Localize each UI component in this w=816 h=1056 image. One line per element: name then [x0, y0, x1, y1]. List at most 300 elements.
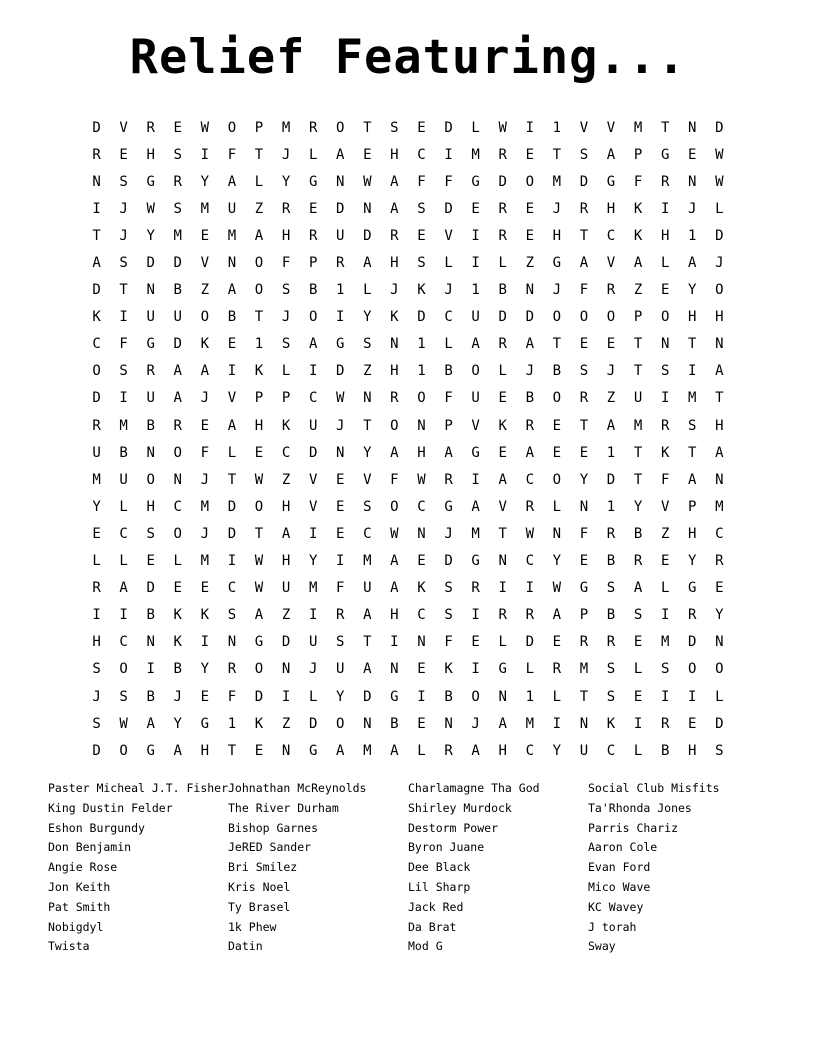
grid-letter: D: [146, 580, 155, 597]
grid-letter: L: [444, 336, 453, 353]
grid-letter: S: [92, 661, 101, 678]
grid-letter: R: [444, 742, 453, 759]
grid-letter: H: [390, 146, 399, 163]
grid-letter: I: [308, 525, 318, 542]
grid-letter: J: [552, 282, 562, 299]
grid-letter: Y: [363, 444, 372, 461]
grid-letter: E: [417, 119, 426, 136]
grid-letter: A: [471, 336, 480, 353]
grid-letter: A: [471, 742, 480, 759]
grid-letter: U: [227, 200, 237, 217]
grid-letter: V: [660, 498, 670, 515]
grid-letter: I: [92, 200, 101, 217]
grid-letter: O: [173, 444, 182, 461]
grid-letter: F: [336, 580, 345, 597]
grid-letter: D: [227, 525, 237, 542]
grid-letter: C: [525, 553, 534, 570]
grid-letter: K: [606, 715, 616, 732]
grid-row: [83, 222, 733, 249]
grid-letter: Y: [552, 742, 562, 759]
grid-letter: F: [444, 390, 453, 407]
grid-row: [83, 385, 733, 412]
grid-letter: N: [525, 282, 534, 299]
grid-letter: L: [119, 498, 128, 515]
grid-letter: N: [281, 661, 291, 678]
grid-letter: J: [552, 200, 562, 217]
grid-letter: N: [715, 634, 724, 651]
grid-letter: W: [146, 200, 155, 217]
grid-letter: T: [552, 336, 562, 353]
grid-letter: H: [390, 363, 399, 380]
grid-letter: O: [336, 119, 345, 136]
word-item: Johnathan McReynolds: [228, 781, 367, 795]
grid-letter: E: [525, 200, 534, 217]
grid-letter: R: [633, 553, 643, 570]
grid-letter: V: [308, 498, 318, 515]
grid-letter: R: [525, 417, 534, 434]
grid-letter: K: [633, 200, 643, 217]
grid-row: [83, 331, 733, 358]
grid-letter: I: [308, 363, 318, 380]
grid-row: [83, 412, 733, 439]
word-item: Sway: [588, 939, 616, 954]
word-item: JeRED Sander: [228, 840, 312, 855]
grid-letter: W: [498, 119, 507, 136]
grid-letter: D: [92, 282, 101, 299]
grid-letter: K: [633, 227, 643, 244]
grid-letter: N: [146, 634, 155, 651]
grid-letter: G: [471, 553, 480, 570]
grid-letter: S: [281, 336, 291, 353]
grid-letter: D: [363, 227, 372, 244]
grid-letter: W: [715, 173, 724, 190]
grid-letter: W: [254, 580, 264, 597]
grid-letter: O: [471, 688, 480, 705]
grid-letter: R: [444, 471, 453, 488]
grid-letter: C: [525, 742, 534, 759]
word-item: Bri Smilez: [228, 860, 298, 875]
grid-letter: L: [173, 553, 182, 570]
grid-letter: N: [688, 173, 697, 190]
grid-letter: G: [688, 580, 697, 597]
grid-letter: S: [119, 688, 128, 705]
grid-letter: Y: [336, 688, 345, 705]
grid-letter: R: [579, 200, 589, 217]
grid-letter: R: [525, 498, 534, 515]
grid-letter: C: [525, 471, 534, 488]
grid-letter: E: [254, 444, 264, 461]
word-item: Bishop Garnes: [228, 820, 319, 835]
grid-letter: A: [173, 390, 182, 407]
grid-letter: C: [119, 525, 128, 542]
word-item: Dee Black: [408, 860, 471, 875]
grid-letter: R: [606, 282, 616, 299]
grid-letter: C: [417, 607, 426, 624]
grid-letter: H: [660, 227, 670, 244]
grid-letter: A: [633, 580, 643, 597]
grid-letter: E: [417, 553, 426, 570]
grid-letter: K: [390, 309, 399, 326]
grid-letter: O: [119, 661, 128, 678]
grid-letter: S: [444, 580, 453, 597]
grid-row: [83, 439, 733, 466]
grid-letter: I: [525, 580, 534, 597]
grid-letter: B: [444, 688, 453, 705]
grid-letter: O: [715, 282, 724, 299]
grid-letter: C: [417, 146, 426, 163]
grid-letter: E: [688, 146, 697, 163]
grid-letter: P: [688, 498, 697, 515]
word-item: Da Brat: [408, 919, 457, 934]
grid-letter: N: [336, 444, 345, 461]
grid-letter: Y: [146, 227, 155, 244]
word-item: The River Durham: [228, 800, 339, 815]
grid-letter: U: [471, 309, 480, 326]
grid-letter: E: [200, 417, 210, 434]
grid-letter: S: [579, 146, 589, 163]
word-list: [48, 779, 768, 957]
grid-letter: S: [336, 634, 345, 651]
grid-letter: U: [146, 309, 155, 326]
grid-letter: E: [146, 553, 155, 570]
grid-letter: M: [200, 498, 210, 515]
grid-letter: G: [390, 688, 399, 705]
grid-row: [83, 683, 733, 710]
grid-letter: A: [227, 282, 237, 299]
grid-letter: F: [390, 471, 399, 488]
grid-letter: A: [173, 363, 182, 380]
grid-letter: Y: [308, 553, 318, 570]
grid-letter: G: [471, 444, 480, 461]
grid-letter: K: [173, 607, 182, 624]
grid-letter: L: [633, 742, 643, 759]
grid-letter: E: [525, 146, 534, 163]
grid-letter: T: [119, 282, 128, 299]
grid-letter: M: [92, 471, 101, 488]
grid-letter: 1: [227, 715, 237, 732]
grid-letter: E: [606, 336, 616, 353]
grid-letter: P: [308, 255, 318, 272]
grid-letter: S: [660, 661, 670, 678]
letter-grid: [83, 114, 733, 764]
grid-letter: S: [579, 363, 589, 380]
grid-letter: A: [552, 607, 562, 624]
grid-letter: E: [417, 661, 426, 678]
grid-letter: A: [498, 715, 507, 732]
grid-letter: F: [579, 282, 589, 299]
grid-letter: E: [660, 553, 670, 570]
grid-letter: A: [444, 444, 453, 461]
grid-letter: J: [173, 688, 182, 705]
grid-letter: N: [146, 444, 155, 461]
grid-letter: I: [444, 146, 453, 163]
grid-row: [83, 277, 733, 304]
grid-letter: G: [200, 715, 210, 732]
grid-letter: I: [417, 688, 426, 705]
grid-letter: T: [227, 742, 237, 759]
word-item: Datin: [228, 939, 263, 954]
word-item: J torah: [588, 919, 637, 934]
grid-letter: N: [336, 173, 345, 190]
grid-letter: I: [525, 119, 534, 136]
grid-letter: R: [92, 580, 101, 597]
grid-letter: N: [390, 336, 399, 353]
grid-letter: R: [498, 607, 507, 624]
grid-letter: R: [660, 417, 670, 434]
grid-letter: M: [715, 498, 724, 515]
grid-letter: L: [660, 580, 670, 597]
grid-letter: B: [227, 309, 237, 326]
grid-letter: O: [660, 309, 670, 326]
grid-letter: W: [552, 580, 562, 597]
grid-letter: E: [552, 444, 562, 461]
grid-letter: R: [579, 390, 589, 407]
grid-letter: O: [254, 255, 264, 272]
grid-letter: M: [363, 553, 372, 570]
grid-letter: L: [525, 661, 534, 678]
grid-letter: A: [390, 444, 399, 461]
grid-letter: E: [119, 146, 128, 163]
grid-letter: R: [606, 634, 616, 651]
grid-letter: D: [92, 390, 101, 407]
grid-letter: O: [417, 390, 426, 407]
grid-letter: E: [498, 444, 507, 461]
grid-letter: I: [119, 309, 128, 326]
grid-letter: R: [498, 336, 507, 353]
grid-letter: R: [660, 715, 670, 732]
grid-letter: Z: [606, 390, 616, 407]
grid-letter: B: [146, 607, 155, 624]
word-column: [48, 779, 228, 957]
grid-letter: T: [254, 309, 264, 326]
grid-letter: S: [119, 173, 128, 190]
word-item: King Dustin Felder: [48, 800, 173, 815]
grid-letter: W: [200, 119, 210, 136]
grid-letter: R: [173, 417, 182, 434]
grid-row: [83, 114, 733, 141]
grid-letter: J: [444, 282, 453, 299]
grid-letter: K: [254, 363, 264, 380]
grid-letter: D: [606, 471, 616, 488]
grid-letter: A: [579, 255, 589, 272]
grid-letter: 1: [254, 336, 264, 353]
grid-letter: D: [254, 688, 264, 705]
grid-letter: O: [254, 661, 264, 678]
grid-letter: A: [227, 173, 237, 190]
grid-letter: E: [633, 688, 643, 705]
grid-letter: B: [552, 363, 562, 380]
word-item: Jon Keith: [48, 879, 111, 894]
grid-letter: S: [173, 200, 182, 217]
grid-letter: M: [660, 634, 670, 651]
grid-letter: L: [552, 688, 562, 705]
grid-letter: K: [498, 417, 507, 434]
grid-letter: R: [660, 173, 670, 190]
grid-letter: C: [444, 309, 453, 326]
grid-letter: L: [633, 661, 643, 678]
word-item: Aaron Cole: [588, 840, 658, 855]
grid-letter: F: [579, 525, 589, 542]
word-item: Paster Micheal J.T. Fisher: [48, 781, 229, 795]
grid-letter: U: [146, 390, 155, 407]
grid-letter: I: [146, 661, 155, 678]
grid-letter: U: [308, 417, 318, 434]
grid-letter: D: [363, 688, 372, 705]
grid-letter: A: [363, 607, 372, 624]
page-title: Relief Featuring...: [129, 30, 687, 85]
grid-letter: H: [200, 742, 210, 759]
grid-letter: R: [579, 634, 589, 651]
word-item: Charlamagne Tha God: [408, 781, 540, 795]
grid-letter: 1: [606, 498, 616, 515]
grid-letter: E: [715, 580, 724, 597]
grid-letter: H: [390, 607, 399, 624]
grid-letter: D: [525, 309, 534, 326]
grid-letter: J: [200, 471, 210, 488]
grid-letter: S: [417, 200, 426, 217]
grid-letter: O: [336, 715, 345, 732]
word-item: KC Wavey: [588, 899, 644, 914]
grid-letter: J: [92, 688, 101, 705]
grid-letter: N: [579, 715, 589, 732]
grid-letter: L: [552, 498, 562, 515]
grid-letter: D: [579, 173, 589, 190]
grid-letter: B: [498, 282, 507, 299]
grid-letter: G: [552, 255, 562, 272]
grid-letter: U: [92, 444, 101, 461]
grid-letter: P: [633, 146, 643, 163]
grid-letter: N: [660, 336, 670, 353]
grid-letter: D: [336, 200, 345, 217]
grid-letter: O: [173, 525, 182, 542]
grid-letter: G: [606, 173, 616, 190]
grid-letter: U: [633, 390, 643, 407]
grid-letter: L: [363, 282, 372, 299]
word-item: Pat Smith: [48, 899, 111, 914]
grid-letter: A: [390, 742, 399, 759]
grid-letter: D: [146, 255, 155, 272]
grid-letter: 1: [552, 119, 562, 136]
grid-letter: A: [390, 173, 399, 190]
grid-letter: S: [417, 255, 426, 272]
grid-letter: B: [119, 444, 128, 461]
grid-letter: E: [92, 525, 101, 542]
grid-letter: Y: [688, 553, 697, 570]
grid-letter: A: [715, 444, 724, 461]
grid-letter: N: [417, 417, 426, 434]
grid-letter: H: [498, 742, 507, 759]
grid-letter: D: [444, 553, 453, 570]
grid-letter: L: [715, 200, 724, 217]
grid-letter: M: [633, 119, 643, 136]
grid-letter: T: [552, 146, 562, 163]
grid-letter: G: [471, 173, 480, 190]
grid-letter: D: [308, 444, 318, 461]
grid-letter: A: [471, 498, 480, 515]
grid-letter: R: [227, 661, 237, 678]
grid-row: [83, 195, 733, 222]
grid-letter: E: [417, 715, 426, 732]
grid-row: [83, 304, 733, 331]
grid-letter: A: [525, 444, 534, 461]
word-item: Shirley Murdock: [408, 800, 512, 815]
grid-letter: J: [336, 417, 345, 434]
grid-letter: F: [119, 336, 128, 353]
grid-letter: D: [92, 119, 101, 136]
grid-letter: S: [444, 607, 453, 624]
grid-letter: B: [146, 417, 155, 434]
grid-letter: D: [444, 200, 453, 217]
grid-row: [83, 548, 733, 575]
grid-letter: G: [308, 173, 318, 190]
grid-letter: E: [688, 715, 697, 732]
grid-letter: V: [471, 417, 480, 434]
grid-letter: E: [471, 634, 480, 651]
grid-letter: S: [715, 742, 724, 759]
grid-letter: V: [363, 471, 372, 488]
word-column: [408, 779, 588, 957]
grid-letter: V: [308, 471, 318, 488]
grid-letter: J: [606, 363, 616, 380]
grid-letter: J: [119, 227, 128, 244]
grid-letter: I: [119, 390, 128, 407]
grid-letter: N: [498, 553, 507, 570]
grid-letter: N: [715, 336, 724, 353]
grid-letter: W: [119, 715, 128, 732]
grid-letter: M: [552, 173, 562, 190]
grid-letter: K: [417, 580, 426, 597]
grid-letter: P: [254, 390, 264, 407]
grid-letter: R: [498, 227, 507, 244]
grid-letter: J: [390, 282, 399, 299]
grid-letter: C: [715, 525, 724, 542]
grid-letter: R: [281, 200, 291, 217]
grid-letter: K: [254, 715, 264, 732]
grid-letter: L: [498, 255, 507, 272]
grid-letter: A: [119, 580, 128, 597]
word-item: Ty Brasel: [228, 899, 291, 914]
grid-letter: O: [688, 661, 697, 678]
word-item: Mod G: [408, 939, 443, 954]
grid-letter: I: [633, 715, 643, 732]
grid-letter: V: [227, 390, 237, 407]
grid-letter: K: [281, 417, 291, 434]
grid-letter: J: [525, 363, 534, 380]
grid-letter: N: [417, 634, 426, 651]
grid-letter: D: [173, 255, 182, 272]
grid-letter: G: [498, 661, 507, 678]
grid-letter: C: [308, 390, 318, 407]
grid-letter: H: [715, 417, 724, 434]
grid-letter: N: [417, 525, 426, 542]
grid-letter: E: [525, 227, 534, 244]
grid-letter: D: [308, 715, 318, 732]
grid-letter: O: [715, 661, 724, 678]
grid-letter: 1: [417, 363, 426, 380]
grid-letter: Z: [200, 282, 210, 299]
grid-letter: F: [417, 173, 426, 190]
grid-letter: A: [92, 255, 101, 272]
grid-letter: F: [227, 688, 237, 705]
grid-letter: I: [92, 607, 101, 624]
grid-letter: A: [633, 255, 643, 272]
grid-letter: M: [471, 525, 480, 542]
grid-letter: E: [200, 688, 210, 705]
grid-letter: W: [336, 390, 345, 407]
grid-letter: Y: [715, 607, 724, 624]
grid-letter: N: [227, 634, 237, 651]
grid-letter: A: [688, 255, 697, 272]
